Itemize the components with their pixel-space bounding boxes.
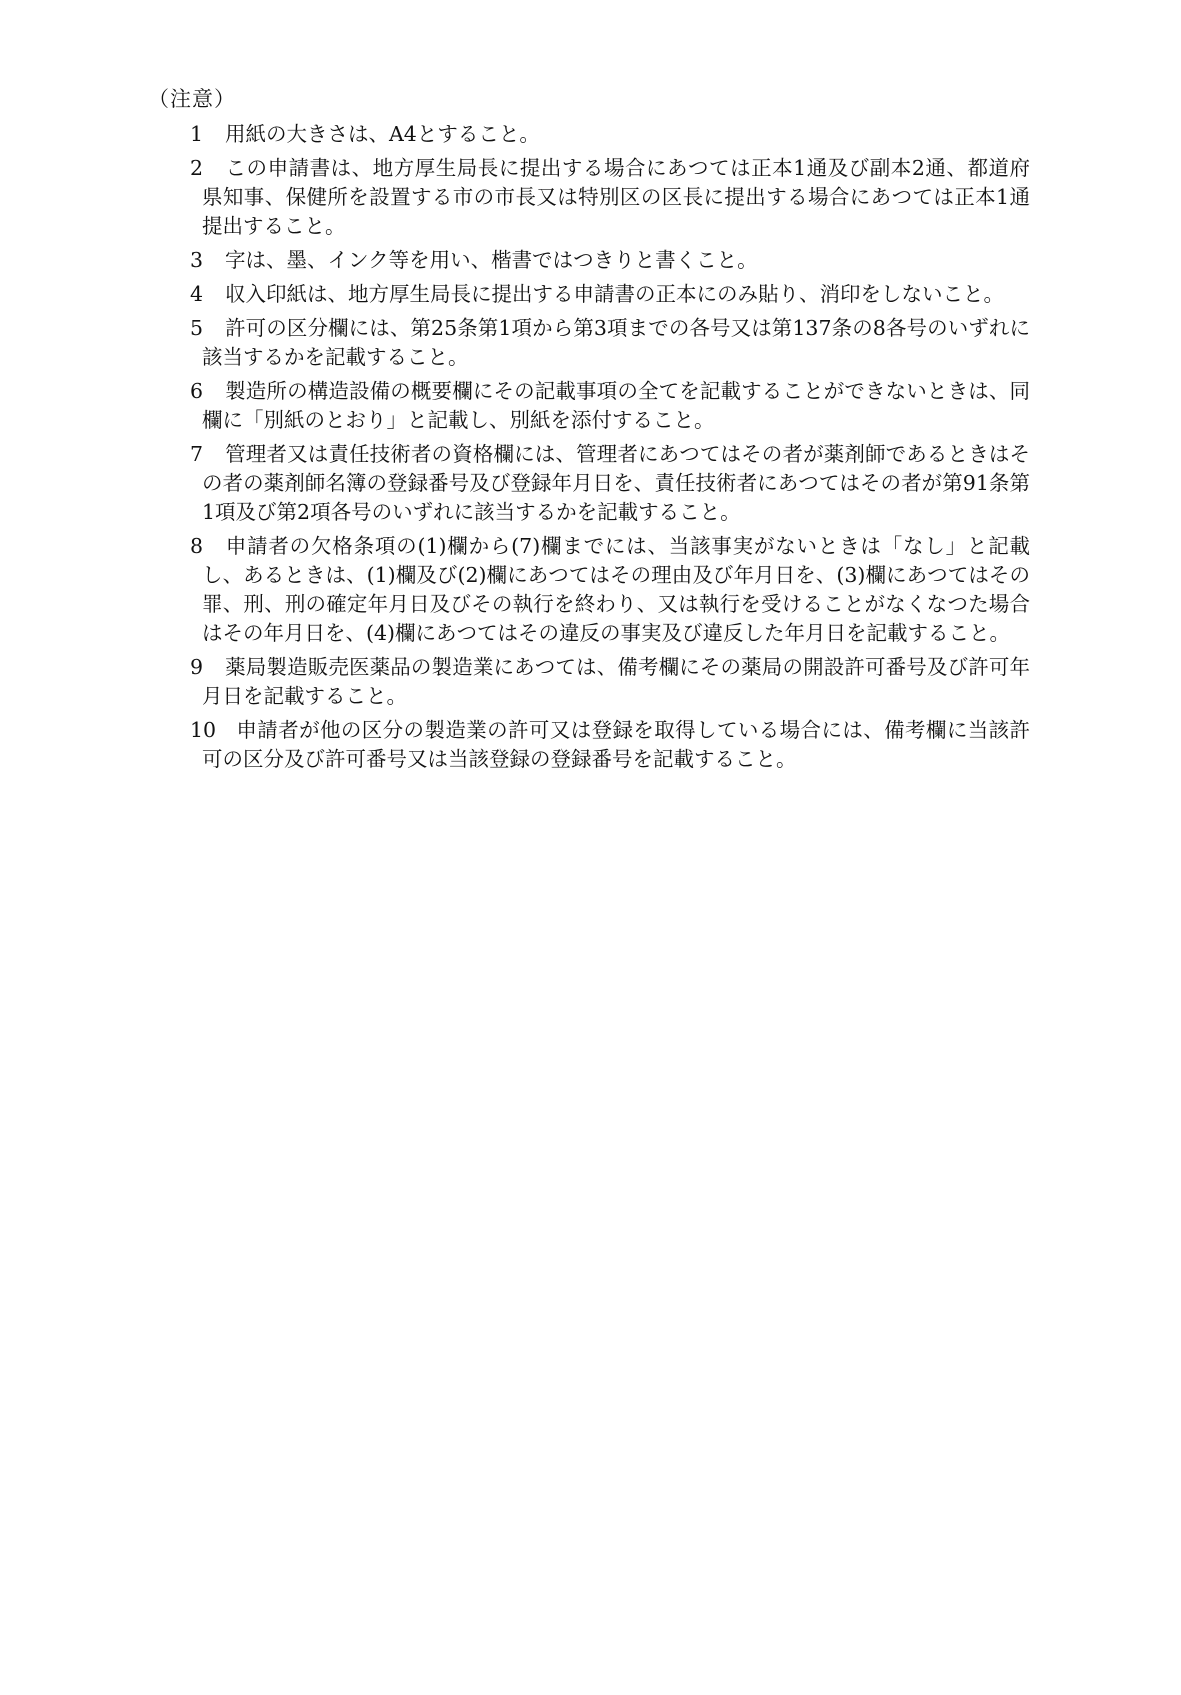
note-item xyxy=(190,314,1030,372)
note-text: 申請者の欠格条項の(1)欄から(7)欄までには、当該事実がないときは「なし」と記載し、あるときは、(1)欄及び(2)欄にあつてはその理由及び年月日を、(3)欄にあつてはその罪、刑、刑の確定年月日及びその執行を終わり、又は執行を受けることがなくなつた場合はその年月日を、(4)欄にあつてはその違反の事実及び違反した年月日を記載すること。 xyxy=(202,534,1030,645)
note-number: 2 xyxy=(190,156,204,180)
notes-list xyxy=(190,120,1030,779)
note-item xyxy=(190,716,1030,774)
note-number: 8 xyxy=(190,534,204,558)
note-text: この申請書は、地方厚生局長に提出する場合にあつては正本1通及び副本2通、都道府県知事、保健所を設置する市の市長又は特別区の区長に提出する場合にあつては正本1通提出すること。 xyxy=(202,156,1030,238)
note-number: 4 xyxy=(190,282,204,306)
note-item xyxy=(190,246,1030,275)
note-text: 申請者が他の区分の製造業の許可又は登録を取得している場合には、備考欄に当該許可の区分及び許可番号又は当該登録の登録番号を記載すること。 xyxy=(202,718,1030,771)
note-item xyxy=(190,532,1030,648)
note-text: 字は、墨、インク等を用い、楷書ではつきりと書くこと。 xyxy=(225,248,758,272)
note-item xyxy=(190,280,1030,309)
note-number: 10 xyxy=(190,718,217,742)
note-number: 9 xyxy=(190,655,204,679)
note-item xyxy=(190,120,1030,149)
note-item xyxy=(190,440,1030,527)
note-number: 3 xyxy=(190,248,204,272)
note-number: 5 xyxy=(190,316,204,340)
note-text: 薬局製造販売医薬品の製造業にあつては、備考欄にその薬局の開設許可番号及び許可年月日を記載すること。 xyxy=(202,655,1030,708)
note-item xyxy=(190,154,1030,241)
note-text: 製造所の構造設備の概要欄にその記載事項の全てを記載することができないときは、同欄に「別紙のとおり」と記載し、別紙を添付すること。 xyxy=(202,379,1030,432)
notes-heading: （注意） xyxy=(148,87,236,111)
note-number: 1 xyxy=(190,122,204,146)
note-item xyxy=(190,653,1030,711)
note-item xyxy=(190,377,1030,435)
note-text: 用紙の大きさは、A4とすること。 xyxy=(225,122,540,146)
note-text: 許可の区分欄には、第25条第1項から第3項までの各号又は第137条の8各号のいずれに該当するかを記載すること。 xyxy=(202,316,1030,369)
note-number: 7 xyxy=(190,442,204,466)
note-text: 収入印紙は、地方厚生局長に提出する申請書の正本にのみ貼り、消印をしないこと。 xyxy=(225,282,1004,306)
note-text: 管理者又は責任技術者の資格欄には、管理者にあつてはその者が薬剤師であるときはその者の薬剤師名簿の登録番号及び登録年月日を、責任技術者にあつてはその者が第91条第1項及び第2項各号のいずれに該当するかを記載すること。 xyxy=(202,442,1030,524)
note-number: 6 xyxy=(190,379,204,403)
